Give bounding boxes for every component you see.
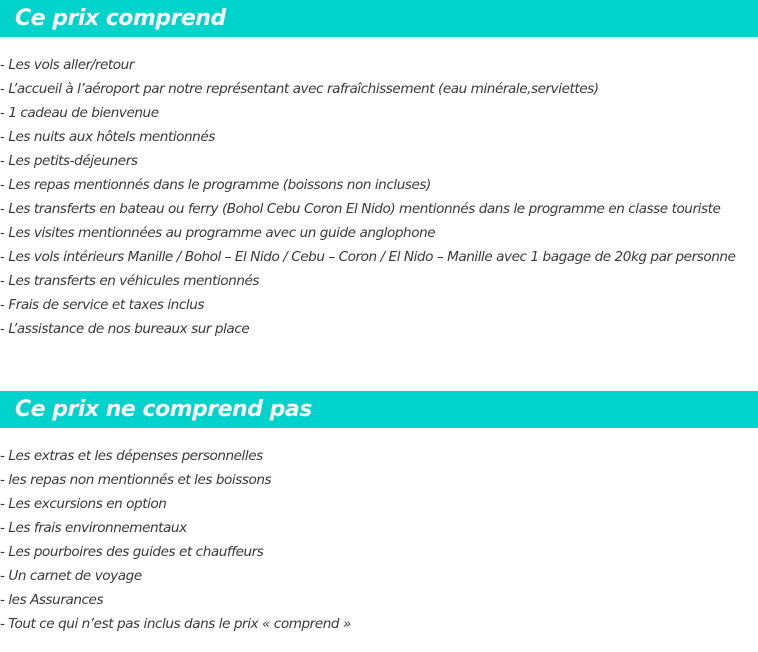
list-item: - L’assistance de nos bureaux sur place: [0, 321, 250, 337]
section-header-included: [0, 0, 758, 37]
list-item: - Les vols intérieurs Manille / Bohol – El Nido / Cebu – Coron / El Nido – Manille avec 1 bagage de 20kg par personne: [0, 249, 736, 265]
list-item: - les Assurances: [0, 592, 104, 608]
list-item: - Les frais environnementaux: [0, 520, 187, 536]
list-item: - Frais de service et taxes inclus: [0, 297, 205, 313]
list-item: - Les nuits aux hôtels mentionnés: [0, 129, 215, 145]
list-item: - Les transferts en véhicules mentionnés: [0, 273, 260, 289]
list-item: - les repas non mentionnés et les boissons: [0, 472, 272, 488]
list-item: - Les transferts en bateau ou ferry (Bohol Cebu Coron El Nido) mentionnés dans le programme en classe touriste: [0, 201, 721, 217]
list-item: - Les visites mentionnées au programme avec un guide anglophone: [0, 225, 436, 241]
list-item: - Tout ce qui n’est pas inclus dans le prix « comprend »: [0, 616, 351, 632]
list-item: - Les excursions en option: [0, 496, 167, 512]
section-title: Ce prix comprend: [15, 6, 226, 31]
list-item: - Les petits-déjeuners: [0, 153, 138, 169]
list-item: - Les vols aller/retour: [0, 57, 134, 73]
included-list: [0, 53, 735, 341]
section-title: Ce prix ne comprend pas: [15, 397, 312, 422]
section-header-not-included: [0, 391, 758, 428]
list-item: - Un carnet de voyage: [0, 568, 142, 584]
list-item: - Les pourboires des guides et chauffeurs: [0, 544, 264, 560]
not-included-list: [0, 444, 351, 636]
list-item: - Les repas mentionnés dans le programme (boissons non incluses): [0, 177, 431, 193]
list-item: - Les extras et les dépenses personnelles: [0, 448, 263, 464]
list-item: - L’accueil à l’aéroport par notre représentant avec rafraîchissement (eau minérale,serviettes): [0, 81, 599, 97]
list-item: - 1 cadeau de bienvenue: [0, 105, 159, 121]
